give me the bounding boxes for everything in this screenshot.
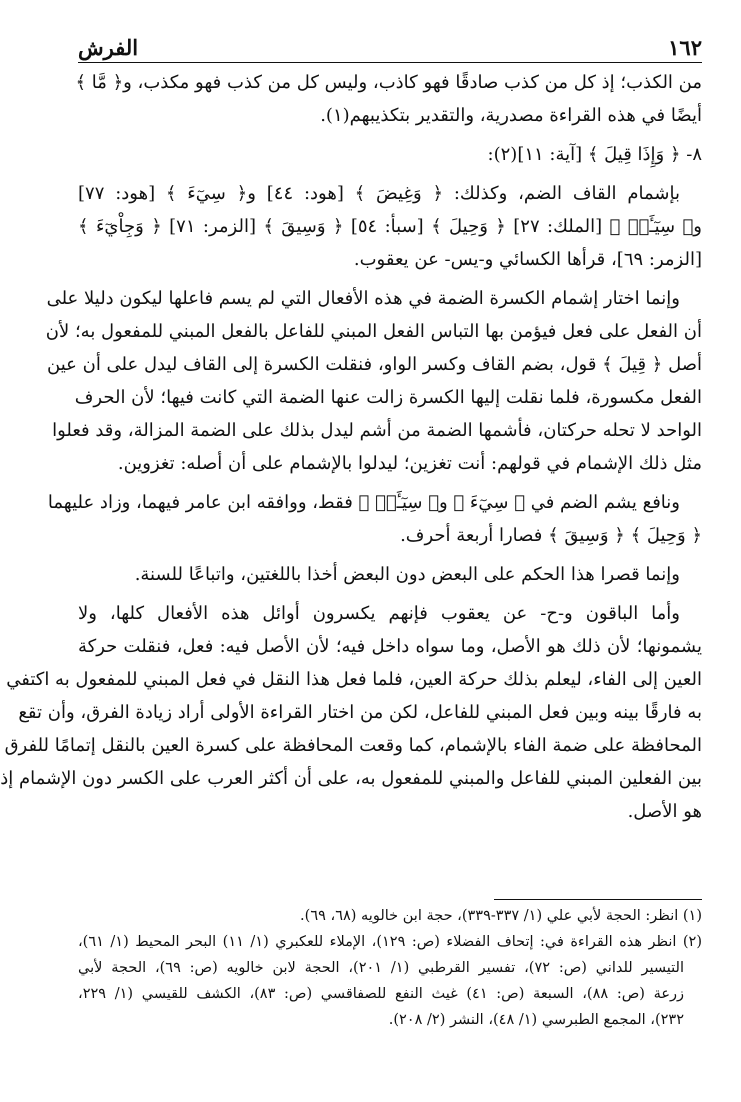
text-line: ﴿ وَحِيلَ ﴾ ﴿ وَسِيقَ ﴾ فصارا أربعة أحرف. [400, 525, 702, 546]
text-line: الواحد لا تحله حركتان، فأشمها الضمة من أشم ليدل بذلك على الضمة المزالة، وقد فعلوا [52, 420, 702, 441]
text-line: العين إلى الفاء، ليعلم بذلك حركة العين، فلما فعل هذا النقل في فعل المبني للمفعول به اكتفي [6, 669, 702, 690]
footnote-rule [494, 899, 702, 900]
text-line: بإشمام القاف الضم، وكذلك: ﴿ وَغِيضَ ﴾ [هود: ٤٤] و﴿ سِيٓءَ ﴾ [هود: ٧٧] [78, 183, 680, 204]
text-line: [الزمر: ٦٩]، قرأها الكسائي و-يس- عن يعقوب. [353, 249, 702, 270]
text-line: الفعل مكسورة، فلما نقلت إليها الكسرة زالت عنها الضمة التي كانت فيها؛ لأن الحرف [74, 387, 702, 408]
footnotes [78, 903, 702, 1033]
text-line: وإنما قصرا هذا الحكم على البعض دون البعض أخذا باللغتين، واتباعًا للسنة. [134, 564, 680, 585]
text-line: يشمونها؛ لأن ذلك هو الأصل، وما سواه داخل فيه؛ لأن الأصل فيه: فعل، فنقلت حركة [78, 636, 702, 657]
footnote-line: التيسير للداني (ص: ٧٢)، تفسير القرطبي (١/ ٢٠١)، الحجة لابن خالويه (ص: ٦٩)، الحجة لأبي [78, 960, 685, 976]
text-line: أيضًا في هذه القراءة مصدرية، والتقدير بتكذيبهم(١). [320, 105, 702, 126]
text-line: بين الفعلين المبني للفاعل والمبني للمفعول به، على أن أكثر العرب على الكسر دون الإشمام إذ [0, 768, 702, 789]
text-line: به فارقًا بينه وبين فعل المبني للفاعل، لكن من اختار القراءة الأولى أراد زيادة الفرق، وأن تقع [18, 702, 702, 723]
text-line: ونافع يشم الضم في ﴿ سِيٓءَ ﴾ و﴿ سِيٓـَٔتۡ ﴾ فقط، ووافقه ابن عامر فيهما، وزاد عليهما [47, 492, 680, 513]
text-line: أن الفعل على فعل فيؤمن بها التباس الفعل المبني للفاعل بالفعل المبني للمفعول به؛ لأن [45, 321, 702, 342]
section-title: الفرش [78, 35, 139, 60]
running-header [78, 30, 702, 60]
text-line: وأما الباقون و-ح- عن يعقوب فإنهم يكسرون أوائل هذه الأفعال كلها، ولا [78, 603, 680, 624]
footnote-line: (٢) انظر هذه القراءة في: إتحاف الفضلاء (ص: ١٢٩)، الإملاء للعكبري (١/ ١١) البحر المحيط (١/ ٦١)، [78, 934, 703, 950]
text-line: من الكذب؛ إذ كل من كذب صادقًا فهو كاذب، وليس كل من كذب فهو مكذب، و﴿ مَّا ﴾ [75, 72, 702, 93]
text-line: و﴿ سِيٓـَٔتۡ ﴾ [الملك: ٢٧] ﴿ وَحِيلَ ﴾ [سبأ: ٥٤] ﴿ وَسِيقَ ﴾ [الزمر: ٧١] ﴿ وَجِاْيٓءَ ﴾ [78, 216, 702, 237]
header-rule [78, 62, 702, 63]
text-line: وإنما اختار إشمام الكسرة الضمة في هذه الأفعال التي لم يسم فاعلها ليكون دليلا على [46, 288, 680, 309]
body-text [0, 66, 702, 828]
footnote-line: ٢٣٢)، المجمع الطبرسي (١/ ٤٨)، النشر (٢/ ٢٠٨). [388, 1012, 684, 1028]
text-line: مثل ذلك الإشمام في قولهم: أنت تغزين؛ ليدلوا بالإشمام على أن أصله: تغزوين. [117, 453, 702, 474]
text-line: هو الأصل. [627, 801, 702, 822]
text-line: أصل ﴿ قِيلَ ﴾ قول، بضم القاف وكسر الواو، فنقلت الكسرة إلى القاف ليدل على أن عين [47, 354, 702, 375]
text-line: المحافظة على ضمة الفاء بالإشمام، كما وقعت المحافظة على كسرة العين بالنقل إتمامًا للفرق [4, 735, 702, 756]
page-number: ١٦٢ [668, 35, 702, 60]
entry-heading: ٨- ﴿ وَإِذَا قِيلَ ﴾ [آية: ١١](٢): [487, 144, 702, 165]
footnote-line: (١) انظر: الحجة لأبي علي (١/ ٣٣٧-٣٣٩)، حجة ابن خالويه (٦٨، ٦٩). [300, 908, 702, 924]
footnote-line: زرعة (ص: ٨٨)، السبعة (ص: ٤١) غيث النفع للصفاقسي (ص: ٨٣)، الكشف للقيسي (١/ ٢٢٩، [78, 986, 685, 1002]
